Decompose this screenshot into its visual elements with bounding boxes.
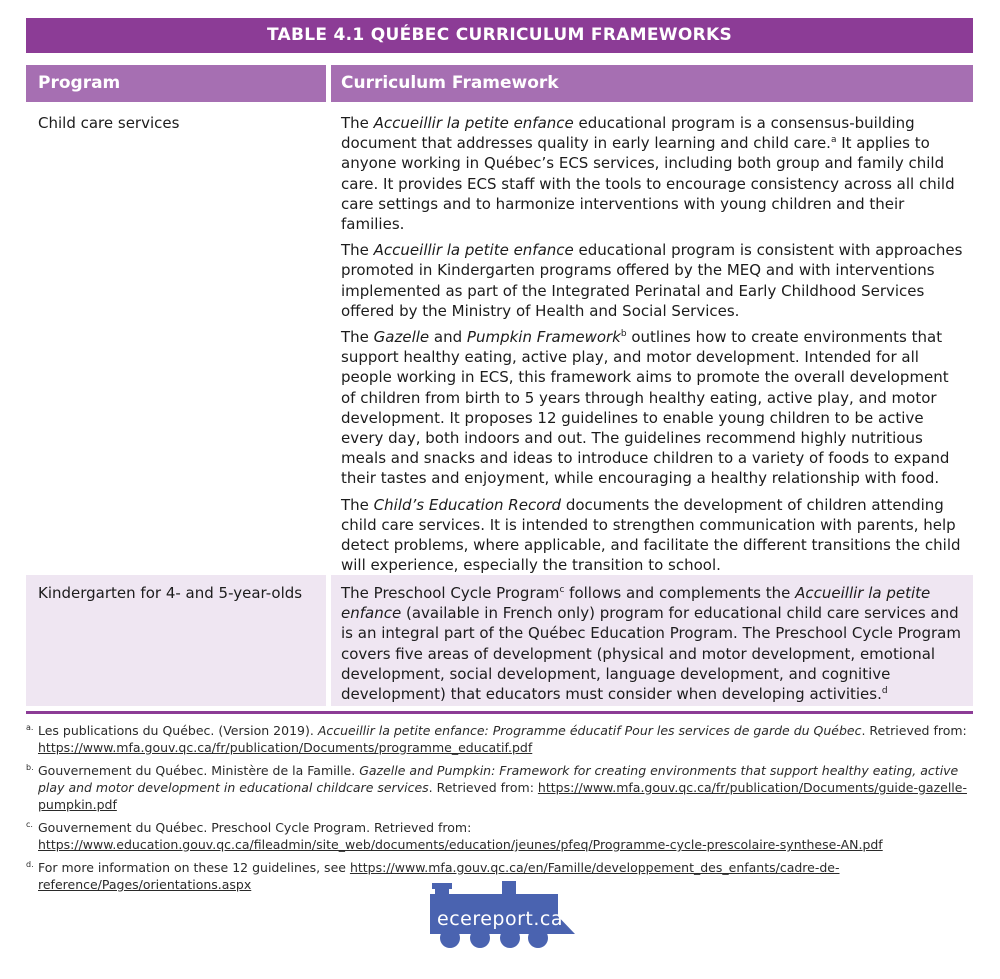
footnote-link[interactable]: https://www.mfa.gouv.qc.ca/en/Famille/developpement_des_enfants/cadre-de-reference/Pages/orientations.aspx <box>38 860 840 892</box>
footnote-mark: b. <box>26 763 34 772</box>
framework-paragraph: The Child’s Education Record documents the development of children attending child care services. It is intended to strengthen communication with parents, help detect problems, where applicable, and facilitate the different transitions the child will experience, especially the transition to school. <box>341 495 961 575</box>
footnote: d. For more information on these 12 guidelines, see https://www.mfa.gouv.qc.ca/en/Famille/developpement_des_enfants/cadre-de-reference/Pages/orientations.aspx <box>26 860 840 892</box>
footnote-ref-b: b <box>620 329 627 340</box>
curriculum-table <box>26 65 973 706</box>
footnote-link[interactable]: https://www.mfa.gouv.qc.ca/fr/publication/Documents/guide-gazelle-pumpkin.pdf <box>38 780 967 812</box>
framework-cell <box>331 575 973 706</box>
framework-paragraph: The Preschool Cycle Program$^c$ follows and complements the Accueillir la petite enfance (available in French only) program for educational child care services and is an integral part of the Québec Education Program. The Preschool Cycle Program covers five areas of development (physical and motor development, emotional development, social development, language development, and cognitive development) that educators must consider when developing activities.$^d$ <box>341 584 961 704</box>
logo-text: ecereport.ca <box>437 908 563 930</box>
table-title: TABLE 4.1 QUÉBEC CURRICULUM FRAMEWORKS <box>26 18 973 53</box>
program-cell: Kindergarten for 4- and 5-year-olds <box>26 575 326 706</box>
footnote-mark: a. <box>26 723 34 732</box>
footnote: c. Gouvernement du Québec. Preschool Cycle Program. Retrieved from: https://www.education.gouv.qc.ca/fileadmin/site_web/documents/education/jeunes/pfeq/Programme-cycle-prescolaire-synthese-AN.pdf <box>26 820 883 852</box>
table-bottom-rule <box>26 711 973 714</box>
footnote-ref-c: c <box>559 585 565 595</box>
footnote-link[interactable]: https://www.mfa.gouv.qc.ca/fr/publication/Documents/programme_educatif.pdf <box>38 740 533 755</box>
footnote-mark: c. <box>26 820 33 829</box>
table-row <box>26 575 973 706</box>
framework-paragraph: The Accueillir la petite enfance educational program is a consensus-building document that addresses quality in early learning and child care.$^a$ It applies to anyone working in Québec’s ECS services, including both group and family child care. It provides ECS staff with the tools to encourage consistency across all child care settings and to harmonize interventions with young children and their families. <box>341 114 955 234</box>
footnote: a. Les publications du Québec. (Version 2019). Accueillir la petite enfance: Programme éducatif Pour les services de garde du Québec. Retrieved from: https://www.mfa.gouv.qc.ca/fr/publication/Documents/programme_educatif.pdf <box>26 723 967 755</box>
framework-paragraph: The Accueillir la petite enfance educational program is consistent with approaches promoted in Kindergarten programs offered by the MEQ and with interventions implemented as part of the Integrated Perinatal and Early Childhood Services offered by the Ministry of Health and Social Services. <box>341 241 963 320</box>
ecereport-logo[interactable] <box>430 880 575 952</box>
column-header-program: Program <box>26 65 326 102</box>
footnote-mark: d. <box>26 860 34 869</box>
framework-paragraph: The Gazelle and Pumpkin Framework$^b$ outlines how to create environments that support healthy eating, active play, and motor development. Intended for all people working in ECS, this framework aims to promote the overall development of children from birth to 5 years through healthy eating, active play, and motor development. It proposes 12 guidelines to enable young children to be active every day, both indoors and out. The guidelines recommend highly nutritious meals and snacks and ideas to introduce children to a variety of foods to expand their tastes and enjoyment, while encouraging a healthy relationship with food. <box>341 328 950 488</box>
column-header-curriculum-framework: Curriculum Framework <box>331 65 973 102</box>
footnote: b. Gouvernement du Québec. Ministère de la Famille. Gazelle and Pumpkin: Framework for creating environments that support healthy eating, active play and motor development in educational childcare services. Retrieved from: https://www.mfa.gouv.qc.ca/fr/publication/Documents/guide-gazelle-pumpkin.pdf <box>26 763 967 812</box>
program-cell: Child care services <box>38 114 180 132</box>
table-row <box>26 107 973 575</box>
table-header-row <box>26 65 973 102</box>
framework-cell <box>331 107 973 575</box>
footnotes <box>26 722 973 899</box>
footnote-link[interactable]: https://www.education.gouv.qc.ca/fileadmin/site_web/documents/education/jeunes/pfeq/Programme-cycle-prescolaire-synthese-AN.pdf <box>38 837 883 852</box>
footnote-ref-a: a <box>830 135 837 146</box>
footnote-ref-d: d <box>881 686 888 697</box>
